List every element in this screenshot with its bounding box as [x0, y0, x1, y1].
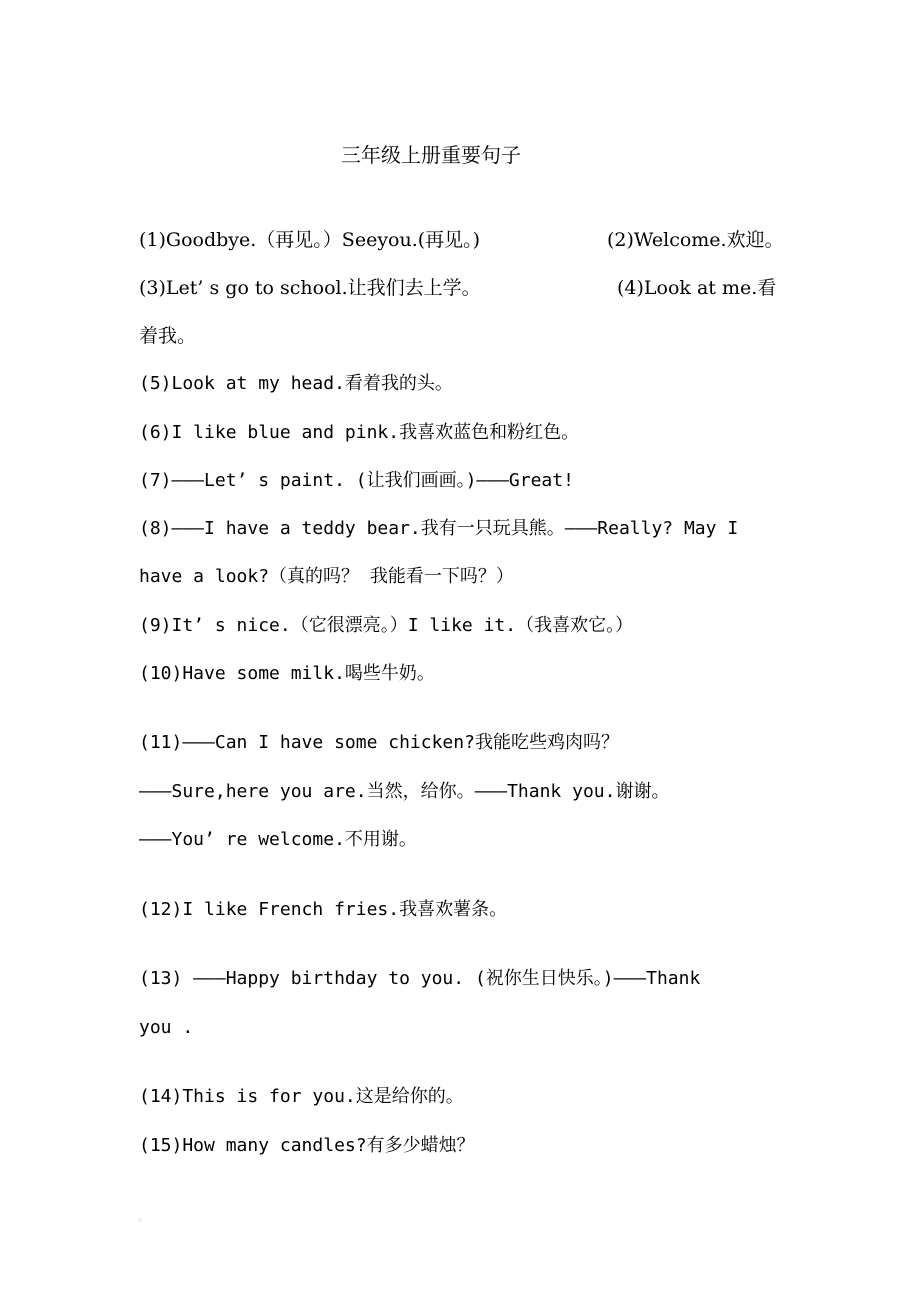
- sentence-13: (13) ———Happy birthday to you. (祝你生日快乐。)———Thank: [139, 968, 701, 989]
- sentence-13-continuation: you .: [139, 1017, 194, 1038]
- scan-speck: [138, 1218, 142, 1222]
- sentence-6: (6)I like blue and pink.我喜欢蓝色和粉红色。: [139, 422, 580, 443]
- sentence-1-goodbye: (1)Goodbye.（再见。）Seeyou.(再见。): [139, 229, 481, 251]
- sentence-2-welcome: (2)Welcome.欢迎。: [607, 229, 784, 251]
- sentence-3-school: (3)Let’ s go to school.让我们去上学。: [139, 277, 481, 299]
- sentence-14: (14)This is for you.这是给你的。: [139, 1086, 464, 1107]
- sentence-5: (5)Look at my head.看着我的头。: [139, 373, 453, 394]
- sentence-9: (9)It’ s nice.（它很漂亮。）I like it.（我喜欢它。）: [139, 615, 634, 636]
- sentence-8-continuation: have a look?（真的吗？ 我能看一下吗？）: [139, 566, 514, 587]
- sentence-11: (11)———Can I have some chicken?我能吃些鸡肉吗？: [139, 732, 619, 753]
- sentence-15: (15)How many candles?有多少蜡烛？: [139, 1135, 475, 1156]
- sentence-7: (7)———Let’ s paint. (让我们画画。)———Great!: [139, 470, 574, 491]
- sentence-11-closing: ———You’ re welcome.不用谢。: [139, 829, 417, 850]
- sentence-10: (10)Have some milk.喝些牛奶。: [139, 663, 435, 684]
- sentence-11-reply: ———Sure,here you are.当然，给你。———Thank you.谢谢。: [139, 781, 670, 802]
- sentence-8: (8)———I have a teddy bear.我有一只玩具熊。———Really? May I: [139, 518, 739, 539]
- page-title: 三年级上册重要句子: [341, 143, 521, 167]
- sentence-4-continuation: 着我。: [139, 325, 197, 347]
- sentence-4-look-at-me: (4)Look at me.看: [617, 277, 777, 299]
- sentence-12: (12)I like French fries.我喜欢薯条。: [139, 899, 508, 920]
